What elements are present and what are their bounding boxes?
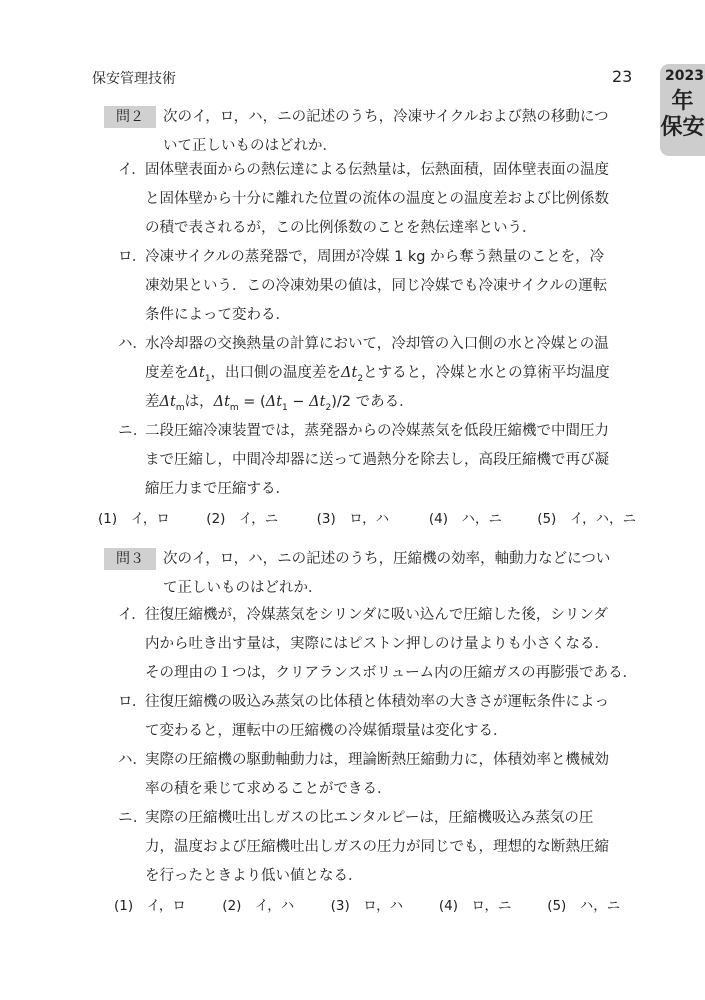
text-span: = (: [238, 394, 266, 410]
text-span: 差: [145, 394, 160, 410]
delta-t-symbol: Δt: [159, 394, 176, 410]
text-span: は，: [184, 394, 214, 410]
answer-choice[interactable]: (4) ロ，ニ: [438, 898, 512, 914]
q2-item-ni-line: 縮圧力まで圧縮する．: [145, 481, 290, 497]
item-marker-ha: ハ．: [118, 752, 147, 768]
q3-item-ro-line: 往復圧縮機の吸込み蒸気の比体積と体積効率の大きさが運転条件によっ: [145, 694, 609, 710]
question-2-stem: 次のイ，ロ，ハ，ニの記述のうち，冷凍サイクルおよび熱の移動につ: [163, 109, 609, 125]
q2-item-i-line: と固体壁から十分に離れた位置の流体の温度との温度差および比例係数: [145, 191, 609, 207]
item-marker-i: イ．: [118, 607, 146, 623]
subscript: 1: [282, 402, 288, 413]
item-marker-ni: ニ．: [118, 810, 148, 826]
q3-item-i-line: 内から吐き出す量は，実際にはピストン押しのけ量よりも小さくなる．: [145, 636, 609, 652]
q2-item-ro-line: 冷凍サイクルの蒸発器で，周囲が冷媒 1 kg から奪う熱量のことを，冷: [145, 249, 605, 265]
subscript: m: [229, 402, 239, 413]
side-tab-kanji-year: 年: [671, 89, 694, 114]
q3-item-ha-line: 実際の圧縮機の駆動軸動力は，理論断熱圧縮動力に，体積効率と機械効: [145, 752, 609, 768]
section-title: 保安管理技術: [92, 71, 176, 87]
answer-choice[interactable]: (2) イ，ハ: [222, 898, 295, 914]
delta-t-symbol: Δt: [213, 394, 230, 410]
item-marker-i: イ．: [118, 162, 146, 178]
year-side-tab: [660, 64, 705, 156]
q2-item-ni-line: まで圧縮し，中間冷却器に送って過熱分を除去し，高段圧縮機で再び凝: [145, 452, 609, 468]
text-span: ，出口側の温度差を: [210, 365, 342, 381]
answer-choice[interactable]: (2) イ，ニ: [206, 511, 279, 527]
subscript: 1: [204, 373, 211, 384]
q3-item-ni-line: 力，温度および圧縮機吐出しガスの圧力が同じでも，理想的な断熱圧縮: [145, 839, 609, 855]
answer-choice[interactable]: (1) イ，ロ: [98, 511, 170, 527]
delta-t-symbol: Δt: [188, 365, 205, 381]
q2-item-ro-line: 条件によって変わる．: [145, 307, 290, 323]
answer-choice[interactable]: (4) ハ，ニ: [428, 511, 503, 527]
q2-answer-choices: [98, 504, 636, 534]
item-marker-ni: ニ．: [118, 423, 148, 439]
item-marker-ro: ロ．: [118, 249, 147, 265]
delta-t-symbol: Δt: [309, 394, 326, 410]
question-3-stem: 次のイ，ロ，ハ，ニの記述のうち，圧縮機の効率，軸動力などについ: [163, 551, 611, 567]
delta-t-symbol: Δt: [341, 365, 358, 381]
q2-item-i-line: の積で表されるが，この比例係数のことを熱伝達率という．: [145, 220, 537, 236]
subscript: m: [175, 402, 185, 413]
answer-choice[interactable]: (5) イ，ハ，ニ: [537, 511, 637, 527]
answer-choice[interactable]: (3) ロ，ハ: [316, 511, 390, 527]
q2-item-ha-line: 水冷却器の交換熱量の計算において，冷却管の入口側の水と冷媒との温: [145, 336, 609, 352]
text-span: とすると，冷媒と水との算術平均温度: [363, 365, 610, 381]
q3-answer-choices: [114, 891, 620, 921]
q3-item-ni-line: を行ったときより低い値となる．: [145, 868, 363, 884]
subscript: 2: [325, 402, 332, 413]
question-2-stem: いて正しいものはどれか．: [163, 138, 337, 154]
q2-item-ni-line: 二段圧縮冷凍装置では，蒸発器からの冷媒蒸気を低段圧縮機で中間圧力: [145, 423, 609, 439]
text-span: −: [287, 394, 310, 410]
question-3-badge: 問３: [104, 548, 156, 570]
answer-choice[interactable]: (1) イ，ロ: [114, 898, 186, 914]
q2-item-i-line: 固体壁表面からの熱伝達による伝熱量は，伝熱面積，固体壁表面の温度: [145, 162, 609, 178]
page-number: 23: [612, 67, 633, 86]
q3-item-ro-line: て変わると，運転中の圧縮機の冷媒循環量は変化する．: [145, 723, 508, 739]
q2-item-ro-line: 凍効果という．この冷凍効果の値は，同じ冷媒でも冷凍サイクルの運転: [145, 278, 608, 294]
q3-item-i-line: 往復圧縮機が，冷媒蒸気をシリンダに吸い込んで圧縮した後，シリンダ: [145, 607, 608, 623]
side-tab-kanji-hoan: 保安: [660, 115, 705, 140]
q3-item-ni-line: 実際の圧縮機吐出しガスの比エンタルピーは，圧縮機吸込み蒸気の圧: [145, 810, 594, 826]
item-marker-ha: ハ．: [118, 336, 147, 352]
q3-item-i-line: その理由の１つは，クリアランスボリューム内の圧縮ガスの再膨張である．: [145, 665, 638, 681]
answer-choice[interactable]: (3) ロ，ハ: [330, 898, 404, 914]
question-3-stem: て正しいものはどれか．: [163, 580, 323, 596]
text-span: 度差を: [145, 365, 189, 381]
subscript: 2: [357, 373, 364, 384]
side-tab-year: 2023: [665, 68, 704, 84]
delta-t-symbol: Δt: [265, 394, 283, 410]
text-span: )/2 である．: [331, 394, 414, 410]
question-2-badge: 問２: [104, 106, 156, 128]
item-marker-ro: ロ．: [118, 694, 147, 710]
answer-choice[interactable]: (5) ハ，ニ: [547, 898, 621, 914]
q3-item-ha-line: 率の積を乗じて求めることができる．: [145, 781, 392, 797]
